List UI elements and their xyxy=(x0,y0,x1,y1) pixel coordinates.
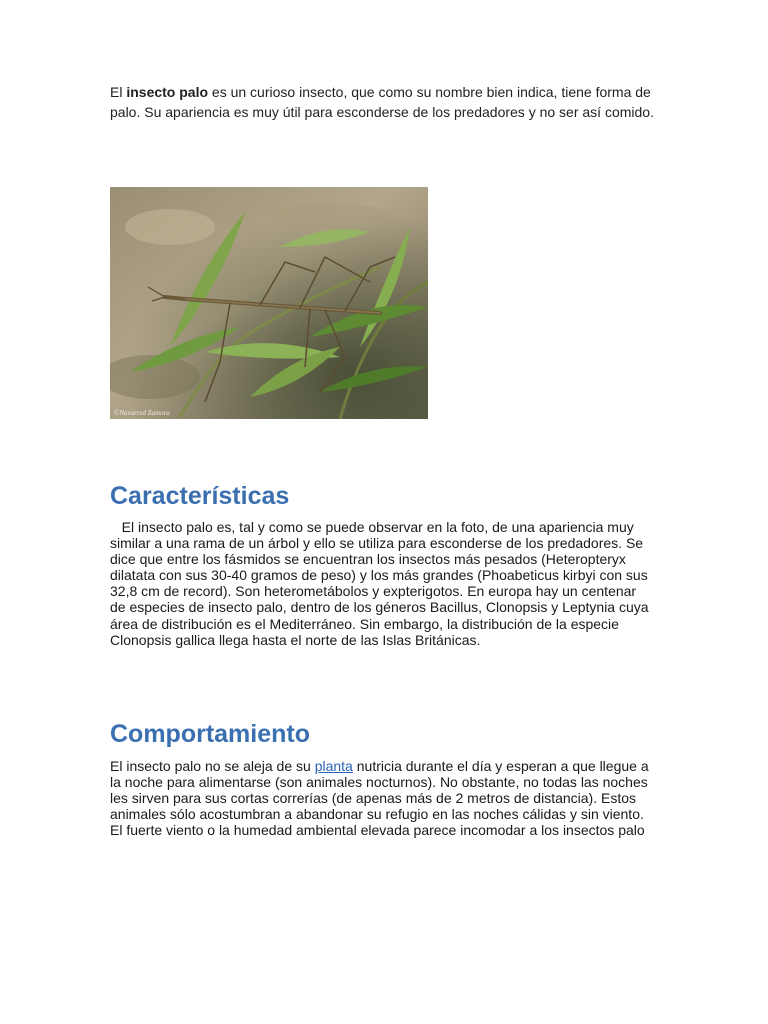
intro-prefix: El xyxy=(110,84,127,100)
comportamiento-text-before: El insecto palo no se aleja de su xyxy=(110,758,315,774)
comportamiento-paragraph xyxy=(110,758,655,838)
intro-paragraph xyxy=(110,83,670,122)
heading-caracteristicas: Características xyxy=(110,482,290,510)
comportamiento-text-after: nutricia durante el día y esperan a que llegue a la noche para alimentarse (son animales nocturnos). No obstante, no todas las noches les sirven para sus cortas correrías (de apenas más de 2 metros de distancia). Estos animales sólo acostumbran a abandonar su refugio en las noches cálidas y sin viento. El fuerte viento o la humedad ambiental elevada parece incomodar a los insectos palo xyxy=(110,758,649,839)
stick-insect-photo xyxy=(110,187,428,419)
heading-comportamiento: Comportamiento xyxy=(110,720,310,748)
planta-link[interactable]: planta xyxy=(314,758,353,774)
caracteristicas-text: El insecto palo es, tal y como se puede observar en la foto, de una apariencia muy similar a una rama de un árbol y ello se utiliza para esconderse de los predadores. Se dice que entre los fásmidos se encuentran los insectos más pesados (Heteropteryx dilatata con sus 30-40 gramos de peso) y los más grandes (Phoabeticus kirbyi con sus 32,8 cm de record). Son heterometábolos y expterigotos. En europa hay un centenar de especies de insecto palo, dentro de los géneros Bacillus, Clonopsis y Leptynia cuya área de distribución es el Mediterráneo. Sin embargo, la distribución de la especie Clonopsis gallica llega hasta el norte de las Islas Británicas. xyxy=(110,519,649,648)
photo-watermark: ©Navarred Zamora xyxy=(114,409,170,417)
intro-rest: es un curioso insecto, que como su nombre bien indica, tiene forma de palo. Su apariencia es muy útil para esconderse de los predadores y no ser así comido. xyxy=(110,84,654,120)
intro-bold-term: insecto palo xyxy=(126,84,209,100)
caracteristicas-paragraph xyxy=(110,519,655,648)
